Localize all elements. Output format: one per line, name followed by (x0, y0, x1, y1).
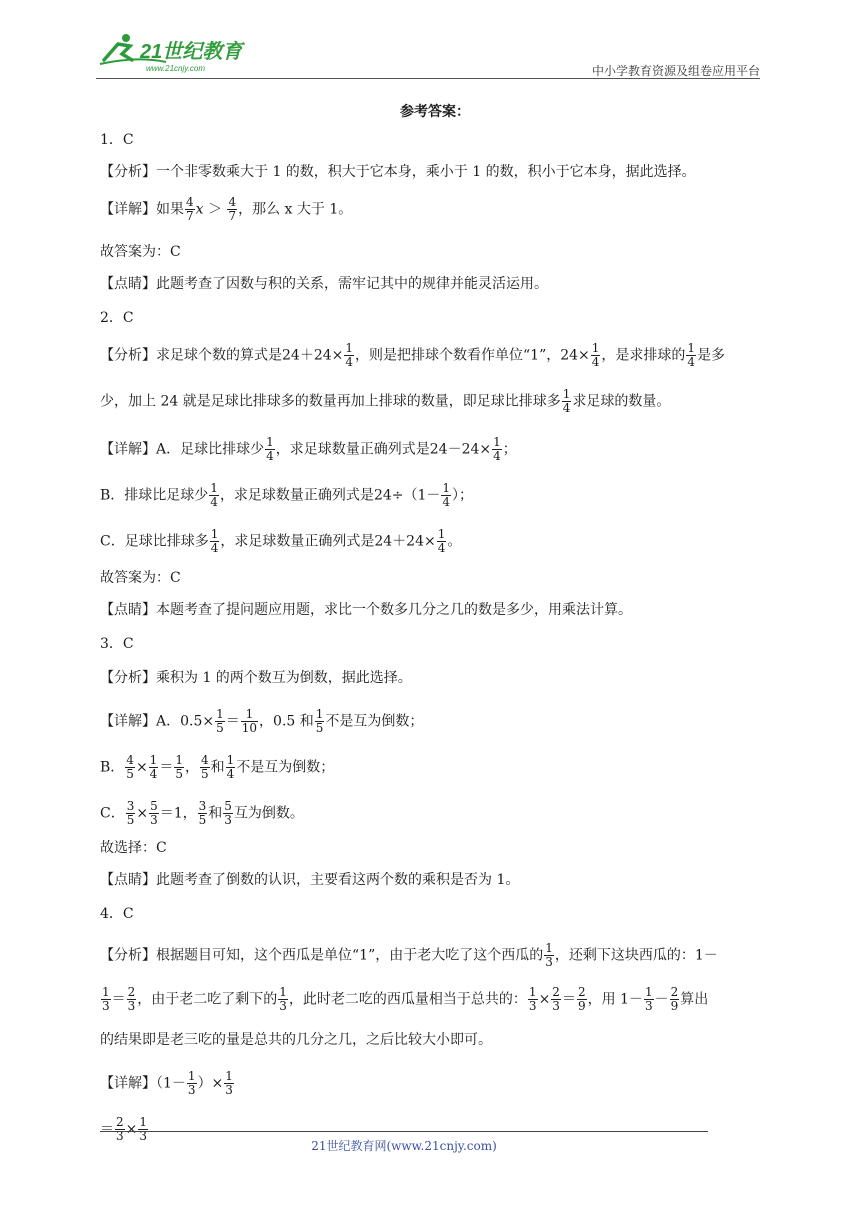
fraction-denominator: 3 (552, 999, 560, 1013)
fraction (344, 342, 354, 369)
platform-name: 中小学教育资源及组卷应用平台 (591, 64, 760, 78)
fraction (591, 342, 601, 369)
fraction-numerator: 1 (210, 481, 218, 495)
q2-comment: 【点睛】本题考查了提问题应用题，求比一个数多几分之几的数是多少，用乘法计算。 (100, 602, 632, 618)
fraction-denominator: 9 (577, 999, 586, 1013)
fraction-numerator: 1 (139, 1115, 148, 1129)
fraction-numerator: 1 (226, 753, 235, 767)
fraction (315, 708, 325, 735)
fraction-denominator: 4 (149, 767, 158, 781)
fraction-denominator: 3 (187, 1083, 196, 1097)
fraction-numerator: 2 (552, 985, 560, 999)
fraction (544, 942, 554, 969)
q2-analysis-line1: 【分析】求足球个数的算式是24＋24× $\frac{1}{4}$ ，则是把排球个数看作单位“1”，24× $\frac{1}{4}$ ，是求排球的 $\frac{1}{4}$ 是多 (100, 341, 726, 369)
q4-analysis-line1: 【分析】根据题目可知，这个西瓜是单位“1”，由于老大吃了这个西瓜的 $\frac{1}{3}$ ，还剩下这块西瓜的：1－ (100, 941, 718, 969)
fraction (577, 986, 587, 1013)
fraction-numerator: 1 (279, 985, 287, 999)
fraction-numerator: 4 (200, 753, 209, 767)
fraction-numerator: 1 (225, 1069, 233, 1083)
fraction (209, 482, 219, 509)
fraction (492, 436, 502, 463)
fraction (223, 800, 233, 827)
fraction-denominator: 9 (670, 999, 679, 1013)
fraction-denominator: 4 (210, 541, 219, 555)
fraction (437, 528, 447, 555)
fraction-numerator: 4 (186, 195, 194, 209)
fraction (278, 986, 288, 1013)
fraction-numerator: 1 (345, 341, 353, 355)
fraction-denominator: 3 (139, 1129, 148, 1143)
q1-detail: 【详解】如果 $\frac{4}{7}$ x ＞ $\frac{4}{7}$ ，那么 x 大于 1。 (100, 195, 353, 223)
fraction (127, 986, 137, 1013)
fraction-numerator: 1 (175, 753, 183, 767)
fraction-numerator: 1 (315, 707, 324, 721)
fraction (528, 986, 538, 1013)
q2-number: 2．C (100, 310, 134, 326)
fraction-denominator: 5 (175, 767, 183, 781)
fraction (126, 800, 136, 827)
fraction-denominator: 5 (200, 767, 209, 781)
fraction-denominator: 3 (279, 999, 287, 1013)
q3-detail-a: 【详解】A．0.5× $\frac{1}{5}$ ＝ $\frac{1}{10}$ ，0.5 和 $\frac{1}{5}$ 不是互为倒数； (100, 707, 424, 735)
fraction (125, 754, 135, 781)
q3-comment: 【点睛】此题考查了倒数的认识，主要看这两个数的乘积是否为 1。 (100, 872, 520, 888)
fraction-numerator: 1 (210, 527, 219, 541)
q4-number: 4．C (100, 906, 134, 922)
logo (96, 30, 256, 76)
q4-detail-2: ＝ $\frac{2}{3}$ × $\frac{1}{3}$ (100, 1115, 148, 1143)
logo-icon (96, 30, 256, 76)
fraction-denominator: 4 (345, 355, 353, 369)
q1-comment: 【点睛】此题考查了因数与积的关系，需牢记其中的规律并能灵活运用。 (100, 276, 548, 292)
fraction-denominator: 4 (562, 401, 571, 415)
fraction-denominator: 3 (545, 955, 553, 969)
fraction-denominator: 7 (228, 209, 237, 223)
fraction (441, 482, 451, 509)
fraction-numerator: 2 (577, 985, 586, 999)
fraction-denominator: 4 (687, 355, 696, 369)
fraction-numerator: 4 (228, 195, 237, 209)
q4-analysis-line2: $\frac{1}{3}$ ＝ $\frac{2}{3}$ ，由于老二吃了剩下的 $\frac{1}{3}$ ，此时老二吃的西瓜量相当于总共的： $\frac{1}{3}$ × $\frac{2}{3}$ ＝ $\frac{2}{9}$ ，用 1－ $\frac{1}{3}$ － $\frac{2}{9}$ 算出 (102, 985, 709, 1013)
fraction-denominator: 10 (241, 721, 258, 735)
fraction (644, 986, 654, 1013)
fraction-numerator: 2 (116, 1115, 124, 1129)
fraction-numerator: 1 (442, 481, 451, 495)
q1-number: 1．C (100, 132, 134, 148)
q3-analysis: 【分析】乘积为 1 的两个数互为倒数，据此选择。 (100, 670, 412, 686)
fraction-denominator: 4 (437, 541, 446, 555)
fraction-numerator: 2 (127, 985, 136, 999)
fraction-denominator: 3 (127, 999, 136, 1013)
fraction-denominator: 7 (186, 209, 194, 223)
fraction (227, 196, 237, 223)
fraction-numerator: 1 (216, 707, 224, 721)
fraction-denominator: 5 (315, 721, 324, 735)
fraction (101, 986, 111, 1013)
fraction (210, 528, 220, 555)
fraction (224, 1070, 234, 1097)
q3-number: 3．C (100, 636, 134, 652)
fraction-denominator: 5 (216, 721, 224, 735)
fraction-numerator: 1 (149, 753, 158, 767)
fraction (241, 708, 258, 735)
fraction (670, 986, 680, 1013)
q1-analysis: 【分析】一个非零数乘大于 1 的数，积大于它本身，乘小于 1 的数，积小于它本身，据此选择。 (100, 164, 696, 180)
q3-detail-b: B． $\frac{4}{5}$ × $\frac{1}{4}$ ＝ $\frac{1}{5}$ ， $\frac{4}{5}$ 和 $\frac{1}{4}$ 不是互为倒数； (100, 753, 335, 781)
page-title: 参考答案： (400, 104, 470, 120)
logo-url: www.21cnjy.com (146, 64, 205, 73)
q3-detail-c: C． $\frac{3}{5}$ × $\frac{5}{3}$ ＝1， $\frac{3}{5}$ 和 $\frac{5}{3}$ 互为倒数。 (100, 799, 304, 827)
q2-detail-a: 【详解】A．足球比排球少 $\frac{1}{4}$ ，求足球数量正确列式是24－24× $\frac{1}{4}$ ； (100, 435, 517, 463)
fraction-denominator: 4 (591, 355, 600, 369)
logo-text: 21世纪教育 (140, 41, 243, 63)
fraction (562, 388, 572, 415)
fraction-numerator: 1 (241, 708, 258, 722)
fraction-denominator: 4 (226, 767, 235, 781)
fraction-numerator: 4 (126, 753, 134, 767)
q3-answer: 故选择：C (100, 840, 167, 856)
q4-analysis-line3: 的结果即是老三吃的量是总共的几分之几，之后比较大小即可。 (100, 1032, 492, 1048)
fraction (149, 754, 159, 781)
q4-detail-1: 【详解】（1－ $\frac{1}{3}$ ）× $\frac{1}{3}$ (100, 1069, 233, 1097)
fraction-numerator: 1 (266, 435, 274, 449)
fraction-numerator: 1 (102, 985, 110, 999)
fraction-denominator: 3 (116, 1129, 124, 1143)
header-divider (96, 78, 760, 79)
fraction-denominator: 5 (126, 813, 135, 827)
fraction (226, 754, 236, 781)
fraction (149, 800, 159, 827)
fraction (198, 800, 208, 827)
fraction-denominator: 3 (102, 999, 110, 1013)
fraction-denominator: 4 (266, 449, 274, 463)
fraction-numerator: 1 (528, 985, 537, 999)
fraction-denominator: 4 (442, 495, 451, 509)
fraction-numerator: 3 (198, 799, 207, 813)
fraction-numerator: 5 (150, 799, 158, 813)
fraction (187, 1070, 197, 1097)
fraction-numerator: 2 (670, 985, 679, 999)
page-footer: 21世纪教育网(www.21cnjy.com) (311, 1139, 497, 1153)
q2-detail-c: C．足球比排球多 $\frac{1}{4}$ ，求足球数量正确列式是24＋24× $\frac{1}{4}$ 。 (100, 527, 462, 555)
fraction (200, 754, 210, 781)
fraction-denominator: 4 (210, 495, 218, 509)
fraction-numerator: 1 (687, 341, 696, 355)
fraction-numerator: 1 (591, 341, 600, 355)
fraction-denominator: 3 (150, 813, 158, 827)
fraction (551, 986, 561, 1013)
fraction (265, 436, 275, 463)
fraction-numerator: 3 (126, 799, 135, 813)
fraction-numerator: 1 (437, 527, 446, 541)
fraction-denominator: 3 (224, 813, 232, 827)
footer-divider (100, 1131, 708, 1132)
fraction (185, 196, 195, 223)
page-header (96, 30, 760, 78)
fraction-denominator: 3 (528, 999, 537, 1013)
fraction-numerator: 1 (187, 1069, 196, 1083)
fraction-numerator: 1 (493, 435, 501, 449)
fraction-denominator: 5 (126, 767, 134, 781)
q2-detail-b: B．排球比足球少 $\frac{1}{4}$ ，求足球数量正确列式是24÷（1－ $\frac{1}{4}$ ）； (100, 481, 474, 509)
fraction (686, 342, 696, 369)
fraction-denominator: 4 (493, 449, 501, 463)
fraction-numerator: 5 (224, 799, 232, 813)
fraction (174, 754, 184, 781)
fraction-denominator: 3 (644, 999, 653, 1013)
fraction-denominator: 3 (225, 1083, 233, 1097)
fraction-numerator: 1 (644, 985, 653, 999)
q2-answer: 故答案为：C (100, 570, 181, 586)
fraction-numerator: 1 (562, 387, 571, 401)
q2-analysis-line2: 少，加上 24 就是足球比排球多的数量再加上排球的数量，即足球比排球多 $\frac{1}{4}$ 求足球的数量。 (100, 387, 671, 415)
fraction-numerator: 1 (545, 941, 553, 955)
fraction (215, 708, 225, 735)
fraction-denominator: 5 (198, 813, 207, 827)
q1-answer: 故答案为：C (100, 244, 181, 260)
